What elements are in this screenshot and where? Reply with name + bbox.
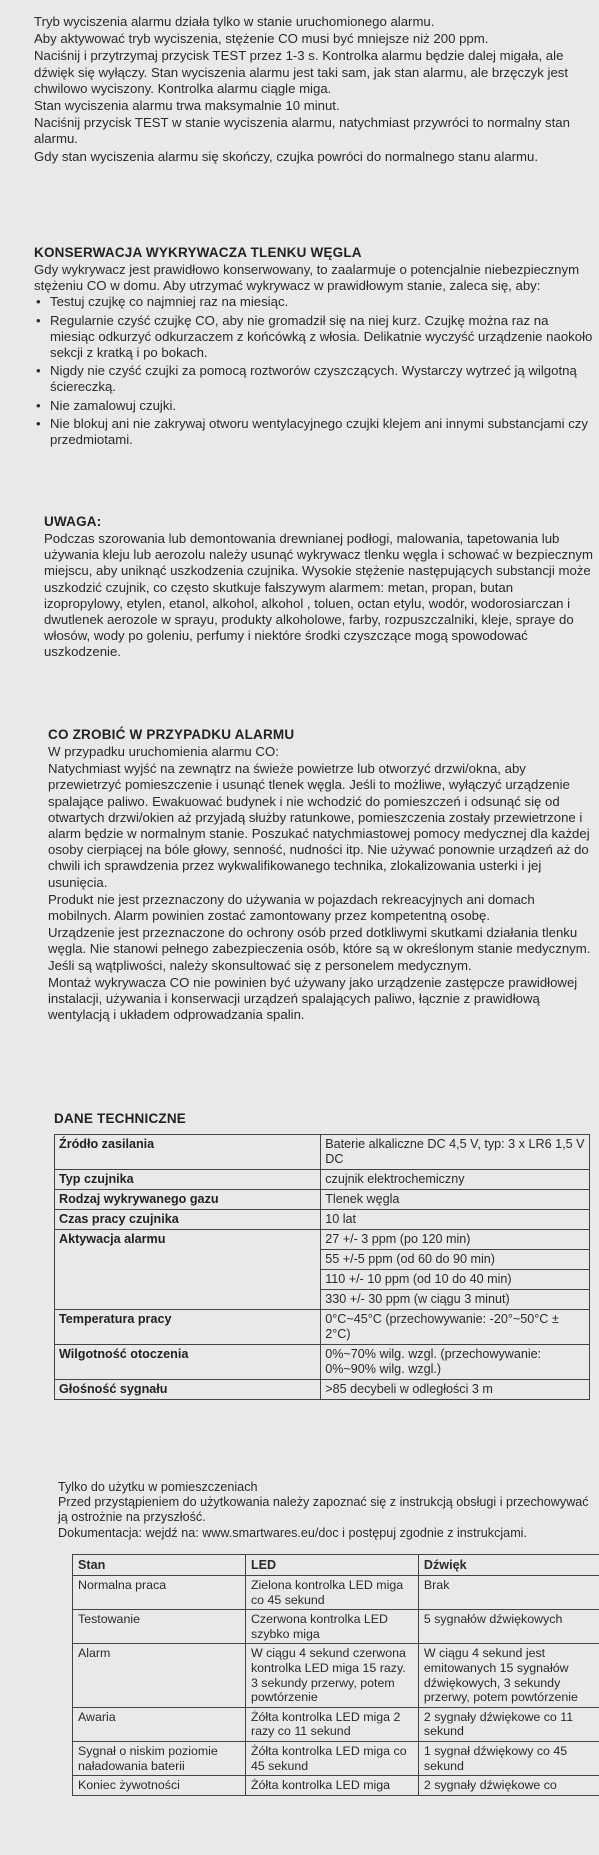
column-header-sound: Dźwięk: [418, 1555, 599, 1576]
alarm-paragraph: Urządzenie jest przeznaczone do ochrony osób przed dotkliwymi skutkami działania tlenku węgla. Nie stanowi pełnego zabezpieczenia osób, które są w określonym stanie medycznym. Jeśli są wątpliwości, należy skonsultować się z personelem medycznym.: [48, 925, 591, 973]
spec-value: Baterie alkaliczne DC 4,5 V, typ: 3 x LR6 1,5 V DC: [321, 1135, 590, 1170]
led-cell: W ciągu 4 sekund czerwona kontrolka LED miga 15 razy. 3 sekundy przerwy, potem powtórzenie: [245, 1644, 418, 1707]
maintenance-heading: KONSERWACJA WYKRYWACZA TLENKU WĘGLA: [34, 245, 362, 260]
alarm-paragraph: Produkt nie jest przeznaczony do używania w pojazdach rekreacyjnych ani domach mobilnych. Alarm powinien zostać zamontowany przez kompetentną osobę.: [48, 891, 535, 924]
note-line: Tylko do użytku w pomieszczeniach: [58, 1480, 258, 1494]
usage-notes: [58, 1480, 598, 1541]
state-cell: Alarm: [73, 1644, 246, 1707]
table-row: [55, 1190, 590, 1210]
spec-key: Głośność sygnału: [55, 1380, 321, 1400]
spec-key: Typ czujnika: [55, 1170, 321, 1190]
led-cell: Żółta kontrolka LED miga: [245, 1776, 418, 1796]
sound-cell: Brak: [418, 1576, 599, 1610]
tech-heading: DANE TECHNICZNE: [54, 1111, 187, 1126]
spec-key: Rodzaj wykrywanego gazu: [55, 1190, 321, 1210]
led-cell: Zielona kontrolka LED miga co 45 sekund: [245, 1576, 418, 1610]
silence-mode-section: [34, 14, 582, 166]
table-row: [55, 1170, 590, 1190]
spec-key: Źródło zasilania: [55, 1135, 321, 1170]
tech-table: [54, 1134, 590, 1400]
sound-cell: 5 sygnałów dźwiękowych: [418, 1610, 599, 1644]
table-row: [73, 1776, 599, 1796]
spec-key: Wilgotność otoczenia: [55, 1345, 321, 1380]
warning-heading: UWAGA:: [44, 514, 102, 529]
table-row: [73, 1741, 599, 1775]
intro-line: Gdy stan wyciszenia alarmu się skończy, czujka powróci do normalnego stanu alarmu.: [34, 148, 539, 164]
table-row: [55, 1210, 590, 1230]
list-item: • Testuj czujkę co najmniej raz na miesiąc.: [34, 294, 594, 310]
led-cell: Żółta kontrolka LED miga co 45 sekund: [245, 1741, 418, 1775]
alarm-action-heading: CO ZROBIĆ W PRZYPADKU ALARMU: [48, 727, 295, 742]
table-row: [73, 1610, 599, 1644]
sound-cell: 1 sygnał dźwiękowy co 45 sekund: [418, 1741, 599, 1775]
state-cell: Awaria: [73, 1707, 246, 1741]
intro-line: Tryb wyciszenia alarmu działa tylko w stanie uruchomionego alarmu.: [34, 14, 435, 29]
led-cell: Żółta kontrolka LED miga 2 razy co 11 sekund: [245, 1707, 418, 1741]
table-header-row: [73, 1555, 599, 1576]
spec-key: Temperatura pracy: [55, 1310, 321, 1345]
state-cell: Koniec żywotności: [73, 1776, 246, 1796]
table-row: [55, 1380, 590, 1400]
intro-line: Naciśnij i przytrzymaj przycisk TEST przez 1-3 s. Kontrolka alarmu będzie dalej migała, ale dźwięk się wyłączy. Stan wyciszenia alarmu jest taki sam, jak stan alarmu, ale brzęczyk jest chwilowo wyciszony. Kontrolka alarmu ciągle miga.: [34, 48, 569, 96]
spec-value: >85 decybeli w odległości 3 m: [321, 1380, 590, 1400]
table-row: [55, 1230, 590, 1250]
table-row: [73, 1644, 599, 1707]
maintenance-list: [34, 294, 594, 448]
table-row: [55, 1310, 590, 1345]
documentation-note: Dokumentacja: wejdź na: www.smartwares.eu/doc i postępuj zgodnie z instrukcjami.: [58, 1525, 527, 1540]
sound-cell: W ciągu 4 sekund jest emitowanych 15 sygnałów dźwiękowych, 3 sekundy przerwy, potem powtórzenie: [418, 1644, 599, 1707]
alarm-action-section: [48, 727, 594, 1024]
column-header-led: LED: [245, 1555, 418, 1576]
warning-text: Podczas szorowania lub demontowania drewnianej podłogi, malowania, tapetowania lub używania kleju lub aerozolu należy usunąć wykrywacz tlenku węgla i schować w bezpiecznym miejscu, aby uniknąć uszkodzenia czujnika. Wysokie stężenie następujących substancji może uszkodzić czujnik, co często skutkuje fałszywym alarmem: metan, propan, butan izopropylowy, etylen, etanol, alkohol, alkohol , toluen, octan etylu, wodór, wodorosiarczan i dwutlenek aerozole w sprayu, produkty alkoholowe, farby, rozpuszczalniki, kleje, spraye do włosów, wody po goleniu, perfumy i niektóre środki czyszczące mogą spowodować uszkodzenie.: [44, 531, 594, 660]
state-cell: Normalna praca: [73, 1576, 246, 1610]
table-row: [73, 1576, 599, 1610]
note-line: Przed przystąpieniem do użytkowania należy zapoznać się z instrukcją obsługi i przechowywać ją ostrożnie na przyszłość.: [58, 1495, 589, 1525]
spec-value: Tlenek węgla: [321, 1190, 590, 1210]
state-cell: Testowanie: [73, 1610, 246, 1644]
table-row: [55, 1345, 590, 1380]
warning-section: [44, 514, 594, 661]
alarm-paragraph: W przypadku uruchomienia alarmu CO:: [48, 744, 279, 759]
alarm-paragraph: Natychmiast wyjść na zewnątrz na świeże powietrze lub otworzyć drzwi/okna, aby przewietrzyć pomieszczenie i usunąć tlenek węgla. Jeśli to możliwe, wyłączyć urządzenie spalające paliwo. Ewakuować budynek i nie wchodzić do pomieszczeń i odsunąć się od otwartych drzwi/okien aż przyjadą służby ratunkowe, pomieszczenia zostały przewietrzone i alarm będzie w normalnym stanie. Poszukać natychmiastowej pomocy medycznej dla każdej osoby cierpiącej na bóle głowy, senność, nudności itp. Nie używać ponownie urządzeń aż do chwili ich sprawdzenia przez wykwalifikowanego technika, zlokalizowania usterki i jej usunięcia.: [48, 761, 590, 890]
maintenance-intro: Gdy wykrywacz jest prawidłowo konserwowany, to zaalarmuje o potencjalnie niebezpiecznym stężeniu CO w domu. Aby utrzymać wykrywacz w prawidłowym stanie, zaleca się, aby:: [34, 262, 580, 294]
table-row: [73, 1707, 599, 1741]
alarm-paragraph: Montaż wykrywacza CO nie powinien być używany jako urządzenie zastępcze prawidłowej instalacji, używania i konserwacji urządzeń spalających paliwo, łącznie z prawidłową wentylacją i układem odprowadzania spalin.: [48, 974, 578, 1023]
tech-data-section: [54, 1111, 594, 1400]
spec-value: 0°C~45°C (przechowywanie: -20°~50°C ± 2°C): [321, 1310, 590, 1345]
table-row: [55, 1135, 590, 1170]
list-item: • Nie zamalowuj czujki.: [34, 398, 594, 414]
spec-value: 110 +/- 10 ppm (od 10 do 40 min): [321, 1270, 590, 1290]
spec-value: czujnik elektrochemiczny: [321, 1170, 590, 1190]
spec-key: Czas pracy czujnika: [55, 1210, 321, 1230]
intro-line: Naciśnij przycisk TEST w stanie wyciszenia alarmu, natychmiast przywróci to normalny stan alarmu.: [34, 115, 570, 147]
list-item: • Nigdy nie czyść czujki za pomocą roztworów czyszczących. Wystarczy wytrzeć ją wilgotną ściereczką.: [34, 363, 594, 395]
spec-value: 330 +/- 30 ppm (w ciągu 3 minut): [321, 1290, 590, 1310]
spec-value: 27 +/- 3 ppm (po 120 min): [321, 1230, 590, 1250]
intro-line: Aby aktywować tryb wyciszenia, stężenie CO musi być mniejsze niż 200 ppm.: [34, 31, 489, 47]
list-item: • Regularnie czyść czujkę CO, aby nie gromadził się na niej kurz. Czujkę można raz na miesiąc odkurzyć odkurzaczem z końcówką z włosia. Delikatnie wyczyść urządzenie naokoło sekcji z kratką i po bokach.: [34, 313, 594, 362]
column-header-state: Stan: [73, 1555, 246, 1576]
spec-value: 55 +/-5 ppm (od 60 do 90 min): [321, 1250, 590, 1270]
list-item: • Nie blokuj ani nie zakrywaj otworu wentylacyjnego czujki klejem ani innymi substancjami czy przedmiotami.: [34, 416, 594, 448]
spec-value: 0%~70% wilg. wzgl. (przechowywanie: 0%~90% wilg. wzgl.): [321, 1345, 590, 1380]
spec-key: Aktywacja alarmu: [55, 1230, 321, 1310]
led-status-table: [72, 1554, 599, 1796]
sound-cell: 2 sygnały dźwiękowe co: [418, 1776, 599, 1796]
spec-value: 10 lat: [321, 1210, 590, 1230]
intro-line: Stan wyciszenia alarmu trwa maksymalnie 10 minut.: [34, 98, 340, 114]
state-cell: Sygnał o niskim poziomie naładowania baterii: [73, 1741, 246, 1775]
led-cell: Czerwona kontrolka LED szybko miga: [245, 1610, 418, 1644]
sound-cell: 2 sygnały dźwiękowe co 11 sekund: [418, 1707, 599, 1741]
maintenance-section: [34, 245, 594, 450]
